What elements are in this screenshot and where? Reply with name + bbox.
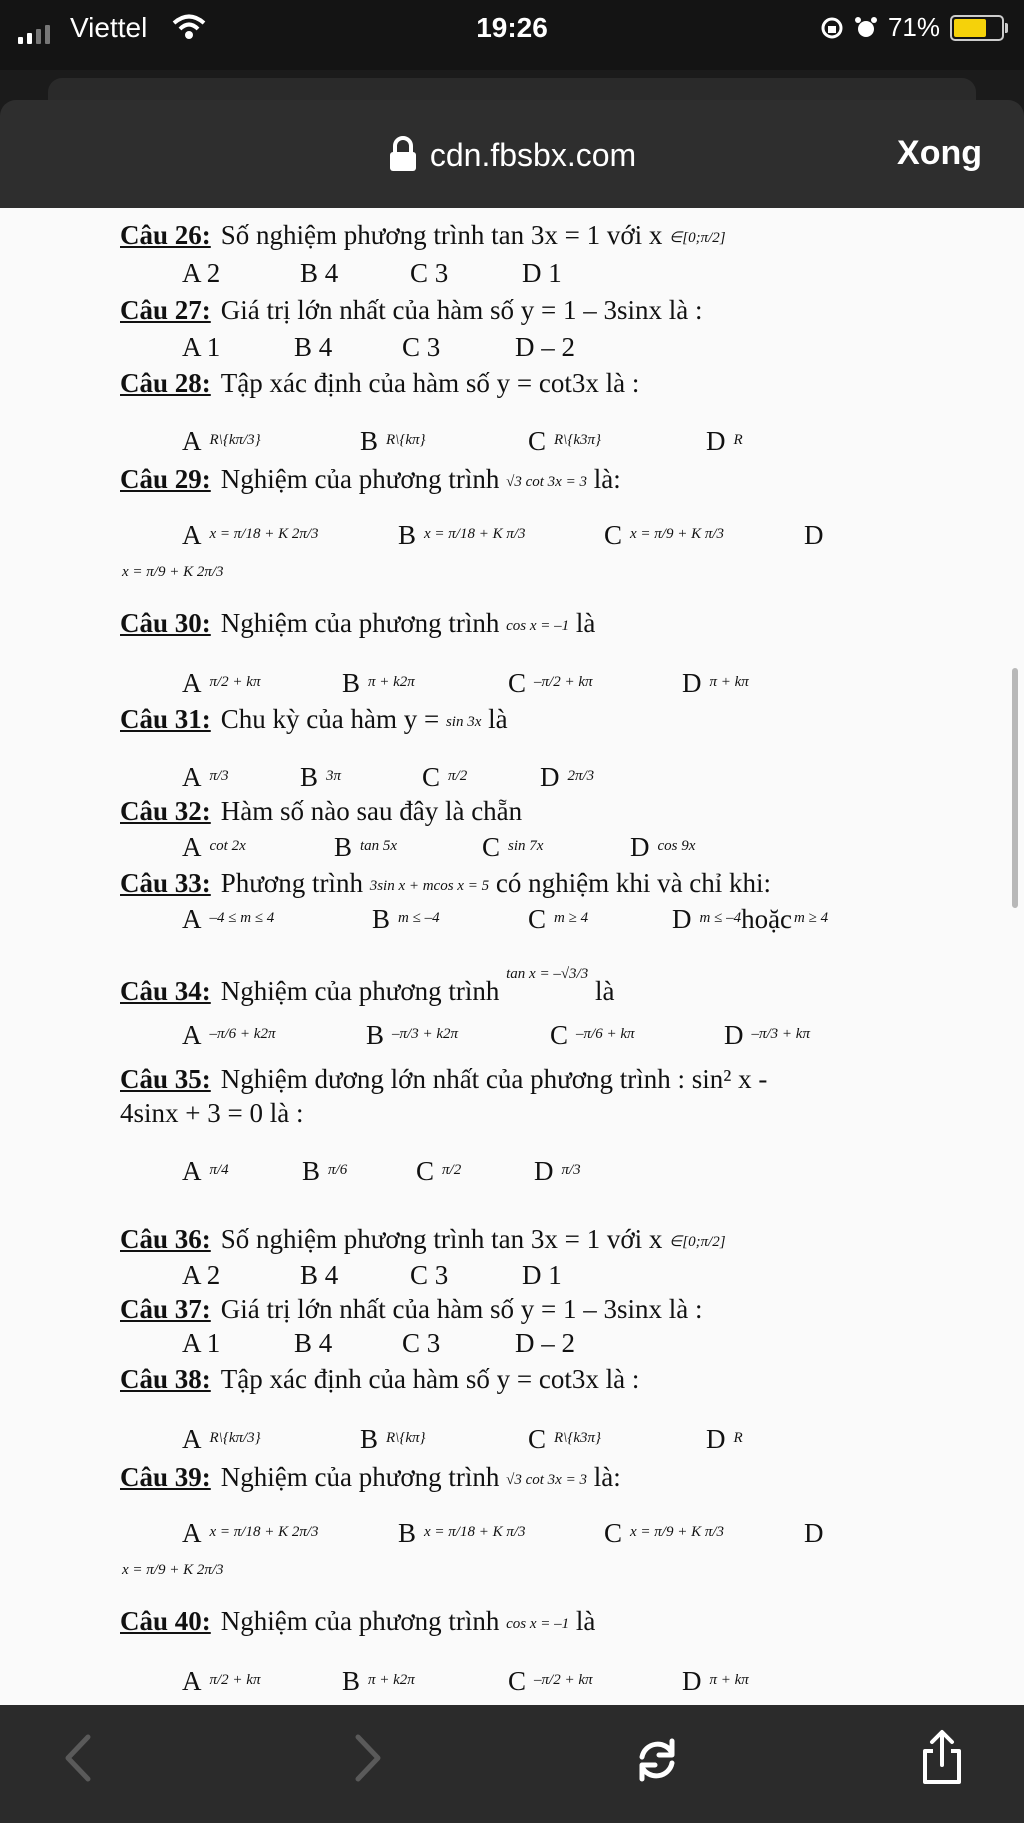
question-29: Câu 29: Nghiệm của phương trình √3 cot 3x = 3 là:	[120, 464, 621, 494]
question-38: Câu 38: Tập xác định của hàm số y = cot3x là :	[120, 1364, 640, 1394]
question-33: Câu 33: Phương trình 3sin x + mcos x = 5 có nghiệm khi và chỉ khi:	[120, 868, 772, 898]
answer-b: B $^{x = \pi/18 + K \pi/3}$	[398, 520, 526, 550]
address-bar[interactable]	[0, 136, 1024, 174]
answer-a: A $^{x = \pi/18 + K 2\pi/3}$	[182, 1518, 319, 1548]
answer-a: A 2	[182, 258, 221, 288]
answer-d: D $^{\pi + k\pi}$	[682, 1666, 749, 1696]
answer-b: B 4	[294, 1328, 333, 1358]
carrier-name: Viettel	[70, 12, 148, 43]
url-text: cdn.fbsbx.com	[429, 137, 637, 173]
answer-c: C $^{x = \pi/9 + K \pi/3}$	[604, 1518, 725, 1548]
answer-c: C 3	[402, 1328, 441, 1358]
answer-a: A $^{\pi/3}$	[182, 762, 229, 792]
question-31: Câu 31: Chu kỳ của hàm y = sin 3x là	[120, 704, 508, 734]
answer-c: C $^{sin 7x}$	[482, 832, 544, 862]
answer-d: D $^R$	[706, 1424, 743, 1454]
question-34: Câu 34: Nghiệm của phương trình $^{tan x = -√3/3}$ là	[120, 966, 615, 1006]
answer-d: D $^{-\pi/3 + k\pi}$	[724, 1020, 810, 1050]
clock: 19:26	[476, 12, 548, 43]
answer-c: C $^{x = \pi/9 + K \pi/3}$	[604, 520, 725, 550]
reload-icon[interactable]	[632, 1735, 682, 1785]
question-36: Câu 36: Số nghiệm phương trình tan 3x = 1 với x ∈[0;π/2]	[120, 1224, 726, 1254]
answer-b: B $^{-\pi/3 + k2\pi}$	[366, 1020, 458, 1050]
answer-d: D $^{\pi/3}$	[534, 1156, 581, 1186]
answer-c: C $^{m \ge 4}$	[528, 904, 589, 934]
answer-c: C $^{-\pi/2 + k\pi}$	[508, 668, 593, 698]
answer-d-value: x = π/9 + K 2π/3	[122, 1562, 224, 1578]
answer-d: D $^{2\pi/3}$	[540, 762, 595, 792]
answer-c: C $^{\pi/2}$	[422, 762, 468, 792]
answer-d-value: x = π/9 + K 2π/3	[122, 564, 224, 580]
answer-d: D $^{cos 9x}$	[630, 832, 696, 862]
answer-a: A $^{R\backslash\{k\pi/3\}}$	[182, 426, 261, 456]
answer-b: B $^{R\backslash\{k\pi\}}$	[360, 426, 426, 456]
answer-c: C 3	[410, 258, 449, 288]
answer-b: B $^{\pi/6}$	[302, 1156, 348, 1186]
answer-a: A $^{-4 \le m \le 4}$	[182, 904, 275, 934]
answer-a: A $^{-\pi/6 + k2\pi}$	[182, 1020, 276, 1050]
status-bar	[0, 0, 1024, 70]
answer-a: A 1	[182, 1328, 221, 1358]
answer-c: C $^{\pi/2}$	[416, 1156, 462, 1186]
answer-a: A $^{\pi/2 + k\pi}$	[182, 668, 261, 698]
lock-icon	[388, 136, 418, 172]
alarm-icon	[854, 16, 878, 40]
answer-b: B 4	[300, 1260, 339, 1290]
answer-a: A 1	[182, 332, 221, 362]
answer-a: A $^{x = \pi/18 + K 2\pi/3}$	[182, 520, 319, 550]
answer-b: B 4	[300, 258, 339, 288]
answer-d: D	[804, 1518, 824, 1548]
answer-b: B $^{\pi + k2\pi}$	[342, 1666, 415, 1696]
question-27: Câu 27: Giá trị lớn nhất của hàm số y = 1 – 3sinx là :	[120, 295, 703, 325]
answer-c: C $^{R\backslash\{k3\pi\}}$	[528, 426, 602, 456]
question-40: Câu 40: Nghiệm của phương trình cos x = –1 là	[120, 1606, 596, 1636]
question-28: Câu 28: Tập xác định của hàm số y = cot3x là :	[120, 368, 640, 398]
browser-header	[0, 100, 1024, 210]
answer-d: D – 2	[515, 332, 575, 362]
answer-d: D $^R$	[706, 426, 743, 456]
question-37: Câu 37: Giá trị lớn nhất của hàm số y = 1 – 3sinx là :	[120, 1294, 703, 1324]
answer-b: B $^{R\backslash\{k\pi\}}$	[360, 1424, 426, 1454]
answer-d: D $^{m \le -4}$hoặc $^{m \ge 4}$	[672, 904, 829, 934]
answer-c: C $^{-\pi/2 + k\pi}$	[508, 1666, 593, 1696]
battery-percent: 71%	[887, 12, 940, 42]
answer-c: C $^{-\pi/6 + k\pi}$	[550, 1020, 635, 1050]
answer-a: A 2	[182, 1260, 221, 1290]
browser-toolbar	[0, 1705, 1024, 1823]
answer-b: B 4	[294, 332, 333, 362]
battery-icon	[950, 15, 1004, 41]
question-35: Câu 35: Nghiệm dương lớn nhất của phương trình : sin² x -	[120, 1064, 768, 1094]
answer-d: D	[804, 520, 824, 550]
question-35-continued: 4sinx + 3 = 0 là :	[120, 1098, 304, 1128]
rotation-lock-icon	[820, 16, 844, 40]
answer-d: D 1	[522, 258, 562, 288]
question-30: Câu 30: Nghiệm của phương trình cos x = –1 là	[120, 608, 596, 638]
answer-a: A $^{R\backslash\{k\pi/3\}}$	[182, 1424, 261, 1454]
answer-b: B $^{m \le -4}$	[372, 904, 440, 934]
answer-b: B $^{\pi + k2\pi}$	[342, 668, 415, 698]
share-icon[interactable]	[920, 1729, 964, 1787]
answer-b: B $^{tan 5x}$	[334, 832, 398, 862]
chevron-right-icon[interactable]	[352, 1733, 386, 1783]
scrollbar[interactable]	[1012, 668, 1018, 908]
answer-a: A $^{\pi/2 + k\pi}$	[182, 1666, 261, 1696]
question-32: Câu 32: Hàm số nào sau đây là chẵn	[120, 796, 523, 826]
done-button[interactable]: Xong	[897, 134, 982, 172]
answer-d: D 1	[522, 1260, 562, 1290]
question-26: Câu 26: Số nghiệm phương trình tan 3x = 1 với x ∈[0;π/2]	[120, 220, 726, 250]
question-39: Câu 39: Nghiệm của phương trình √3 cot 3x = 3 là:	[120, 1462, 621, 1492]
answer-c: C 3	[410, 1260, 449, 1290]
answer-d: D $^{\pi + k\pi}$	[682, 668, 749, 698]
answer-a: A $^{cot 2x}$	[182, 832, 246, 862]
answer-c: C $^{R\backslash\{k3\pi\}}$	[528, 1424, 602, 1454]
answer-d: D – 2	[515, 1328, 575, 1358]
answer-c: C 3	[402, 332, 441, 362]
answer-a: A $^{\pi/4}$	[182, 1156, 229, 1186]
answer-b: B $^{3\pi}$	[300, 762, 342, 792]
chevron-left-icon[interactable]	[60, 1733, 94, 1783]
document-page	[0, 208, 1024, 1705]
answer-b: B $^{x = \pi/18 + K \pi/3}$	[398, 1518, 526, 1548]
